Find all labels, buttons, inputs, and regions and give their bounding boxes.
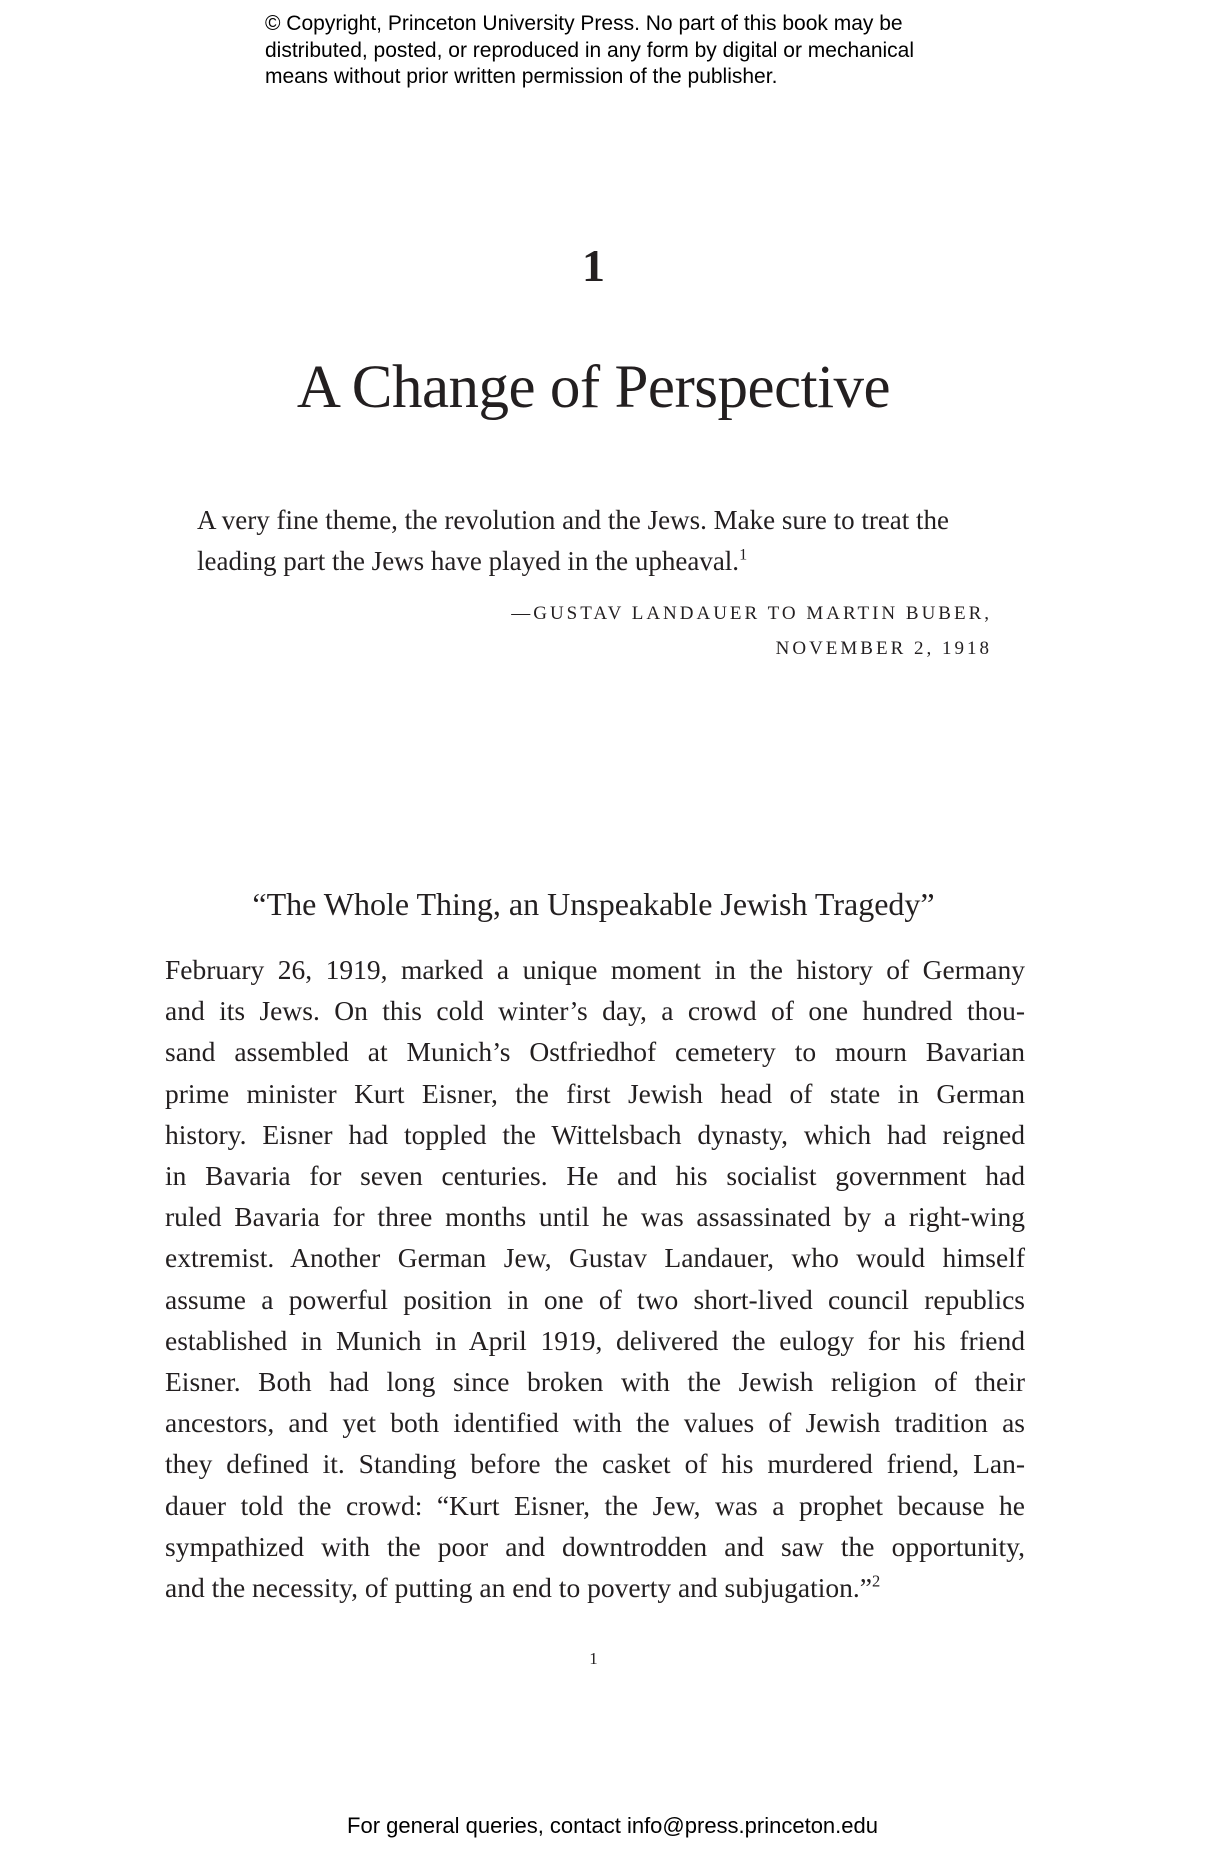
paragraph-line: sand assembled at Munich’s Ostfriedhof cemetery to mourn Bavarian — [165, 1036, 1025, 1068]
paragraph-line: prime minister Kurt Eisner, the first Jewish head of state in German — [165, 1077, 1025, 1109]
paragraph-line: February 26, 1919, marked a unique moment in the history of Germany — [165, 954, 1025, 985]
copyright-line: © Copyright, Princeton University Press. No part of this book may be — [265, 12, 903, 35]
footnote-ref: 2 — [871, 1571, 881, 1591]
paragraph-line: Eisner. Both had long since broken with the Jewish religion of their — [165, 1366, 1025, 1398]
paragraph-line: extremist. Another German Jew, Gustav Landauer, who would himself — [165, 1242, 1025, 1274]
copyright-line: means without prior written permission of the publisher. — [265, 65, 778, 88]
paragraph-line: ruled Bavaria for three months until he was assassinated by a right-wing — [165, 1201, 1025, 1233]
body-paragraph — [165, 949, 1025, 1608]
paragraph-line: ancestors, and yet both identified with the values of Jewish tradition as — [165, 1407, 1025, 1439]
paragraph-line: history. Eisner had toppled the Wittelsbach dynasty, which had reigned — [165, 1118, 1025, 1150]
epigraph — [197, 500, 997, 582]
footer-contact: contact info@press.princeton.edu — [549, 1813, 878, 1838]
paragraph-line: in Bavaria for seven centuries. He and his socialist government had — [165, 1160, 1025, 1192]
footnote-ref: 1 — [739, 545, 748, 564]
paragraph-line: assume a powerful position in one of two short-lived council republics — [165, 1283, 1025, 1315]
epigraph-line-with-note — [197, 541, 997, 582]
epigraph-line: A very fine theme, the revolution and the Jews. Make sure to treat the — [197, 505, 950, 535]
attribution-line: NOVEMBER 2, 1918 — [775, 638, 992, 659]
attribution-line: —GUSTAV LANDAUER TO MARTIN BUBER, — [511, 603, 992, 624]
epigraph-attribution — [400, 596, 992, 666]
epigraph-line: leading part the Jews have played in the upheaval. — [197, 546, 740, 576]
copyright-line: distributed, posted, or reproduced in any form by digital or mechanical — [265, 38, 915, 62]
paragraph-line: sympathized with the poor and downtrodden and saw the opportunity, — [165, 1530, 1025, 1562]
paragraph-line: established in Munich in April 1919, delivered the eulogy for his friend — [165, 1324, 1025, 1356]
paragraph-line: dauer told the crowd: “Kurt Eisner, the Jew, was a prophet because he — [165, 1489, 1025, 1521]
footer-prefix: For general queries, — [347, 1813, 544, 1838]
paragraph-line: they defined it. Standing before the casket of his murdered friend, Lan- — [165, 1448, 1025, 1480]
chapter-title: A Change of Perspective — [296, 354, 891, 421]
paragraph-line: and its Jews. On this cold winter’s day, a crowd of one hundred thou- — [165, 995, 1025, 1027]
copyright-notice — [265, 11, 1025, 91]
paragraph-line: and the necessity, of putting an end to poverty and subjugation.” — [165, 1572, 872, 1604]
contact-footer — [0, 1812, 1225, 1840]
paragraph-line-with-note — [165, 1567, 1025, 1608]
page-number: 1 — [589, 1649, 598, 1668]
chapter-number: 1 — [582, 240, 605, 291]
section-heading: “The Whole Thing, an Unspeakable Jewish Tragedy” — [252, 886, 935, 922]
